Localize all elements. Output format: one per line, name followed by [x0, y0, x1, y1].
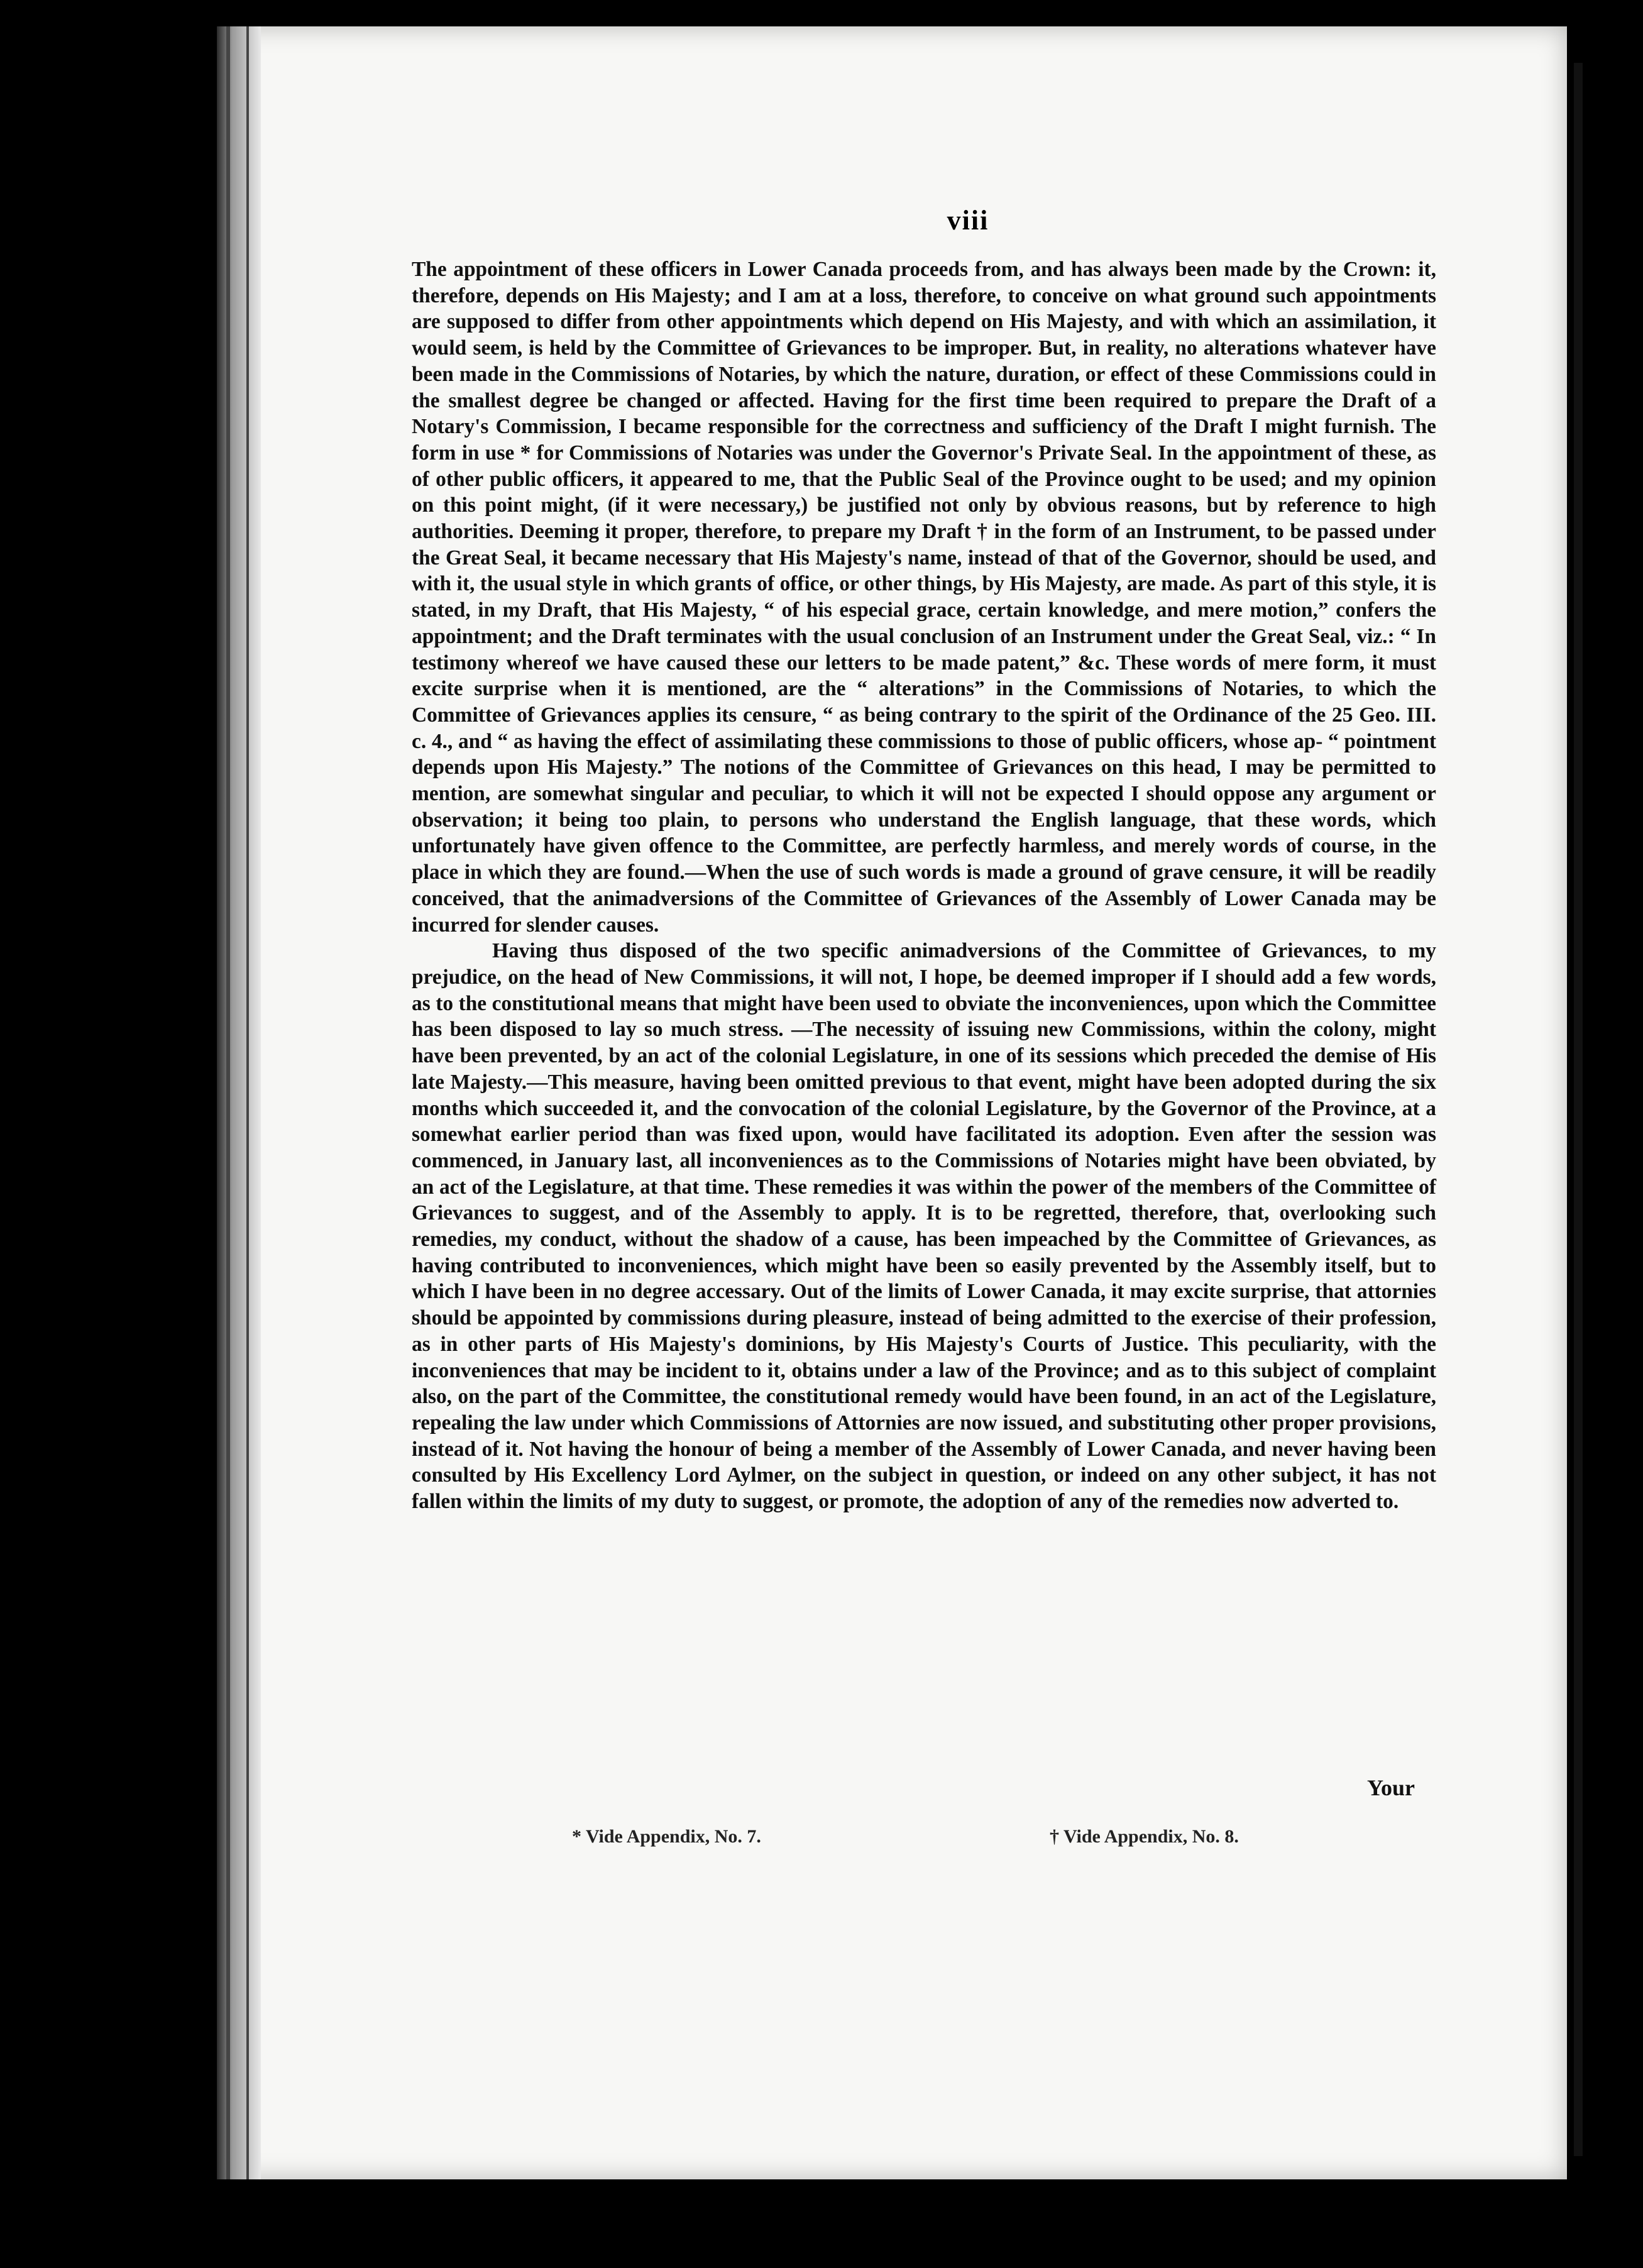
right-border-rule — [1574, 63, 1583, 2156]
page-binding-shadow — [217, 26, 261, 2179]
footnote: * Vide Appendix, No. 7. — [572, 1826, 761, 1847]
page-number: viii — [947, 205, 989, 236]
page-edge-line — [226, 26, 230, 2179]
paragraph: The appointment of these officers in Lower Canada proceeds from, and has always been made by the Crown: it, therefore, depends on His Majesty; and I am at a loss, therefore, to conceive on what ground such appointments are supposed to differ from other appointments which depend on His Majesty, and with which an assimilation, it would seem, is held by the Committee of Grievances to be improper. But, in reality, no alterations whatever have been made in the Commissions of Notaries, by which the nature, duration, or effect of these Commissions could in the smallest degree be changed or affected. Having for the first time been required to prepare the Draft of a Notary's Commission, I became responsible for the correctness and sufficiency of the Draft I might furnish. The form in use * for Commissions of Notaries was under the Governor's Private Seal. In the appointment of these, as of other public officers, it appeared to me, that the Public Seal of the Province ought to be used; and my opinion on this point might, (if it were necessary,) be justified not only by obvious reasons, but by reference to high authorities. Deeming it proper, therefore, to prepare my Draft † in the form of an Instrument, to be passed under the Great Seal, it became necessary that His Majesty's name, instead of that of the Governor, should be used, and with it, the usual style in which grants of office, or other things, by His Majesty, are made. As part of this style, it is stated, in my Draft, that His Majesty, “ of his especial grace, certain knowledge, and mere motion,” confers the appointment; and the Draft terminates with the usual conclusion of an Instrument under the Great Seal, viz.: “ In testimony whereof we have caused these our letters to be made patent,” &c. These words of mere form, it must excite surprise when it is mentioned, are the “ alterations” in the Commissions of Notaries, to which the Committee of Grievances applies its censure, “ as being contrary to the spirit of the Ordinance of the 25 Geo. III. c. 4., and “ as having the effect of assimilating these commissions to those of public officers, whose ap- “ pointment depends upon His Majesty.” The notions of the Committee of Grievances on this head, I may be permitted to mention, are somewhat singular and peculiar, to which it will not be expected I should oppose any argument or observation; it being too plain, to persons who understand the English language, that these words, which unfortunately have given offence to the Committee, are perfectly harmless, and merely words of course, in the place in which they are found.—When the use of such words is made a ground of grave censure, it will be readily conceived, that the animadversions of the Committee of Grievances of the Assembly of Lower Canada may be incurred for slender causes. — [412, 258, 1436, 937]
footnote: † Vide Appendix, No. 8. — [1050, 1826, 1239, 1847]
page-edge-line — [246, 26, 249, 2179]
catchword: Your — [1367, 1775, 1415, 1800]
body-text — [412, 256, 1436, 1515]
paragraph: Having thus disposed of the two specific animadversions of the Committee of Grievances, to my prejudice, on the head of New Commissions, it will not, I hope, be deemed improper if I should add a few words, as to the constitutional means that might have been used to obviate the inconveniences, upon which the Committee has been disposed to lay so much stress. —The necessity of issuing new Commissions, within the colony, might have been prevented, by an act of the colonial Legislature, in one of its sessions which preceded the demise of His late Majesty.—This measure, having been omitted previous to that event, might have been adopted during the six months which succeeded it, and the convocation of the colonial Legislature, by the Governor of the Province, at a somewhat earlier period than was fixed upon, would have facilitated its adoption. Even after the session was commenced, in January last, all inconveniences as to the Commissions of Notaries might have been obviated, by an act of the Legislature, at that time. These remedies it was within the power of the members of the Committee of Grievances to suggest, and of the Assembly to apply. It is to be regretted, therefore, that, overlooking such remedies, my conduct, without the shadow of a cause, has been impeached by the Committee of Grievances, as having contributed to inconveniences, which might have been so easily prevented by the Assembly itself, but to which I have been in no degree accessary. Out of the limits of Lower Canada, it may excite surprise, that attornies should be appointed by commissions during pleasure, instead of being admitted to the exercise of their profession, as in other parts of His Majesty's dominions, by His Majesty's Courts of Justice. This peculiarity, with the inconveniences that may be incident to it, obtains under a law of the Province; and as to this subject of complaint also, on the part of the Committee, the constitutional remedy would have been found, in an act of the Legislature, repealing the law under which Commissions of Attornies are now issued, and substituting other proper provisions, instead of it. Not having the honour of being a member of the Assembly of Lower Canada, and never having been consulted by His Excellency Lord Aylmer, on the subject in question, or indeed on any other subject, it has not fallen within the limits of my duty to suggest, or promote, the adoption of any of the remedies now adverted to. — [412, 939, 1436, 1514]
